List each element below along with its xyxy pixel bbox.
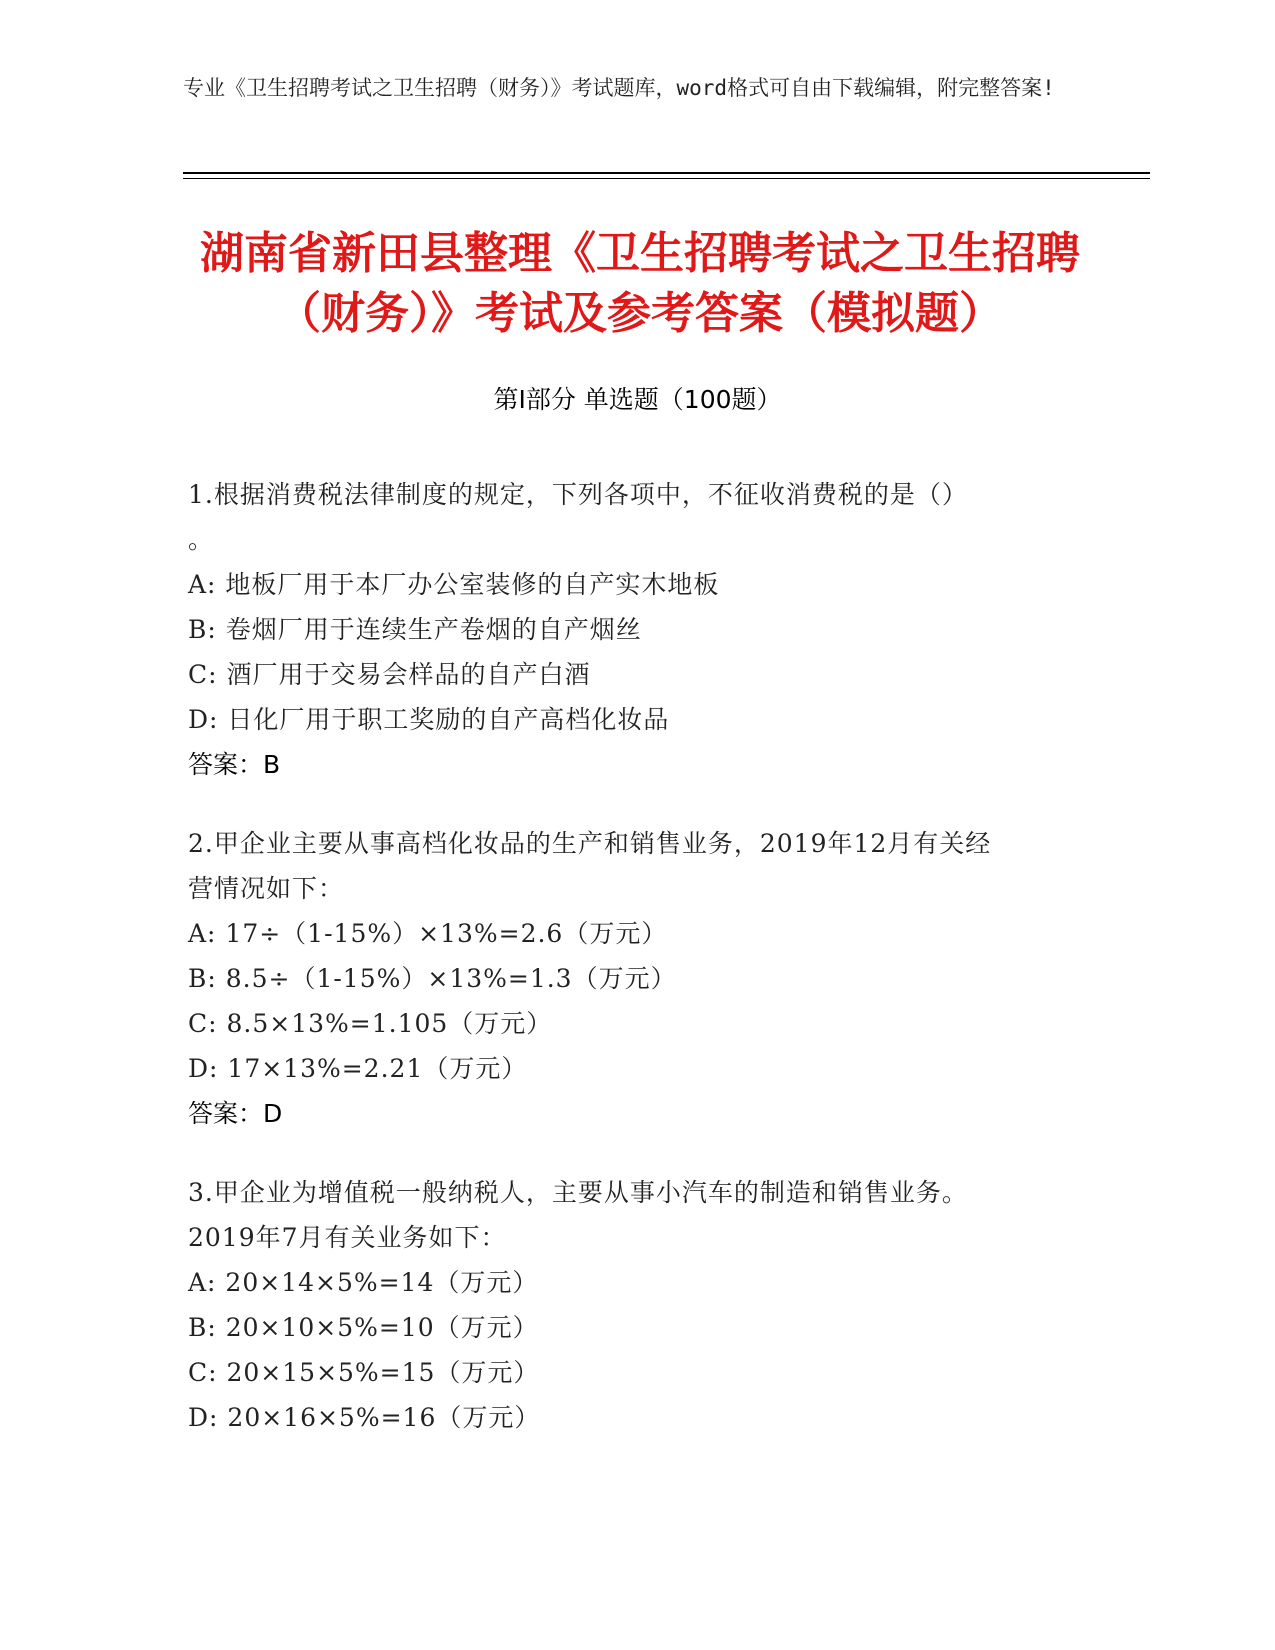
section-title: 第Ⅰ部分 单选题（100题） xyxy=(493,385,782,414)
option-b: B: 卷烟厂用于连续生产卷烟的自产烟丝 xyxy=(188,615,642,644)
option-a: A: 地板厂用于本厂办公室装修的自产实木地板 xyxy=(188,570,720,599)
document-title: 湖南省新田县整理《卫生招聘考试之卫生招聘（财务）》考试及参考答案（模拟题） xyxy=(200,228,1080,339)
question-1 xyxy=(188,472,1088,787)
answer: 答案：B xyxy=(188,750,281,779)
option-a: A: 20×14×5%=14（万元） xyxy=(188,1268,539,1297)
question-list xyxy=(188,472,1088,1474)
answer: 答案：D xyxy=(188,1099,283,1128)
option-d: D: 日化厂用于职工奖励的自产高档化妆品 xyxy=(188,705,670,734)
option-b: B: 20×10×5%=10（万元） xyxy=(188,1313,539,1342)
option-c: C: 20×15×5%=15（万元） xyxy=(188,1358,540,1387)
question-text: 2.甲企业主要从事高档化妆品的生产和销售业务，2019年12月有关经 营情况如下： xyxy=(188,829,992,903)
option-d: D: 17×13%=2.21（万元） xyxy=(188,1054,528,1083)
question-text: 1.根据消费税法律制度的规定，下列各项中，不征收消费税的是（） 。 xyxy=(188,480,968,554)
header-note: 专业《卫生招聘考试之卫生招聘（财务）》考试题库，word格式可自由下载编辑，附完整答案! xyxy=(183,76,1055,100)
header-divider-thin xyxy=(183,178,1150,179)
question-text: 3.甲企业为增值税一般纳税人，主要从事小汽车的制造和销售业务。 2019年7月有关业务如下： xyxy=(188,1178,968,1252)
question-2 xyxy=(188,821,1088,1136)
option-c: C: 酒厂用于交易会样品的自产白酒 xyxy=(188,660,591,689)
option-d: D: 20×16×5%=16（万元） xyxy=(188,1403,541,1432)
header-divider-thick xyxy=(183,172,1150,174)
option-a: A: 17÷（1-15%）×13%=2.6（万元） xyxy=(188,919,668,948)
question-3 xyxy=(188,1170,1088,1440)
option-c: C: 8.5×13%=1.105（万元） xyxy=(188,1009,553,1038)
option-b: B: 8.5÷（1-15%）×13%=1.3（万元） xyxy=(188,964,677,993)
